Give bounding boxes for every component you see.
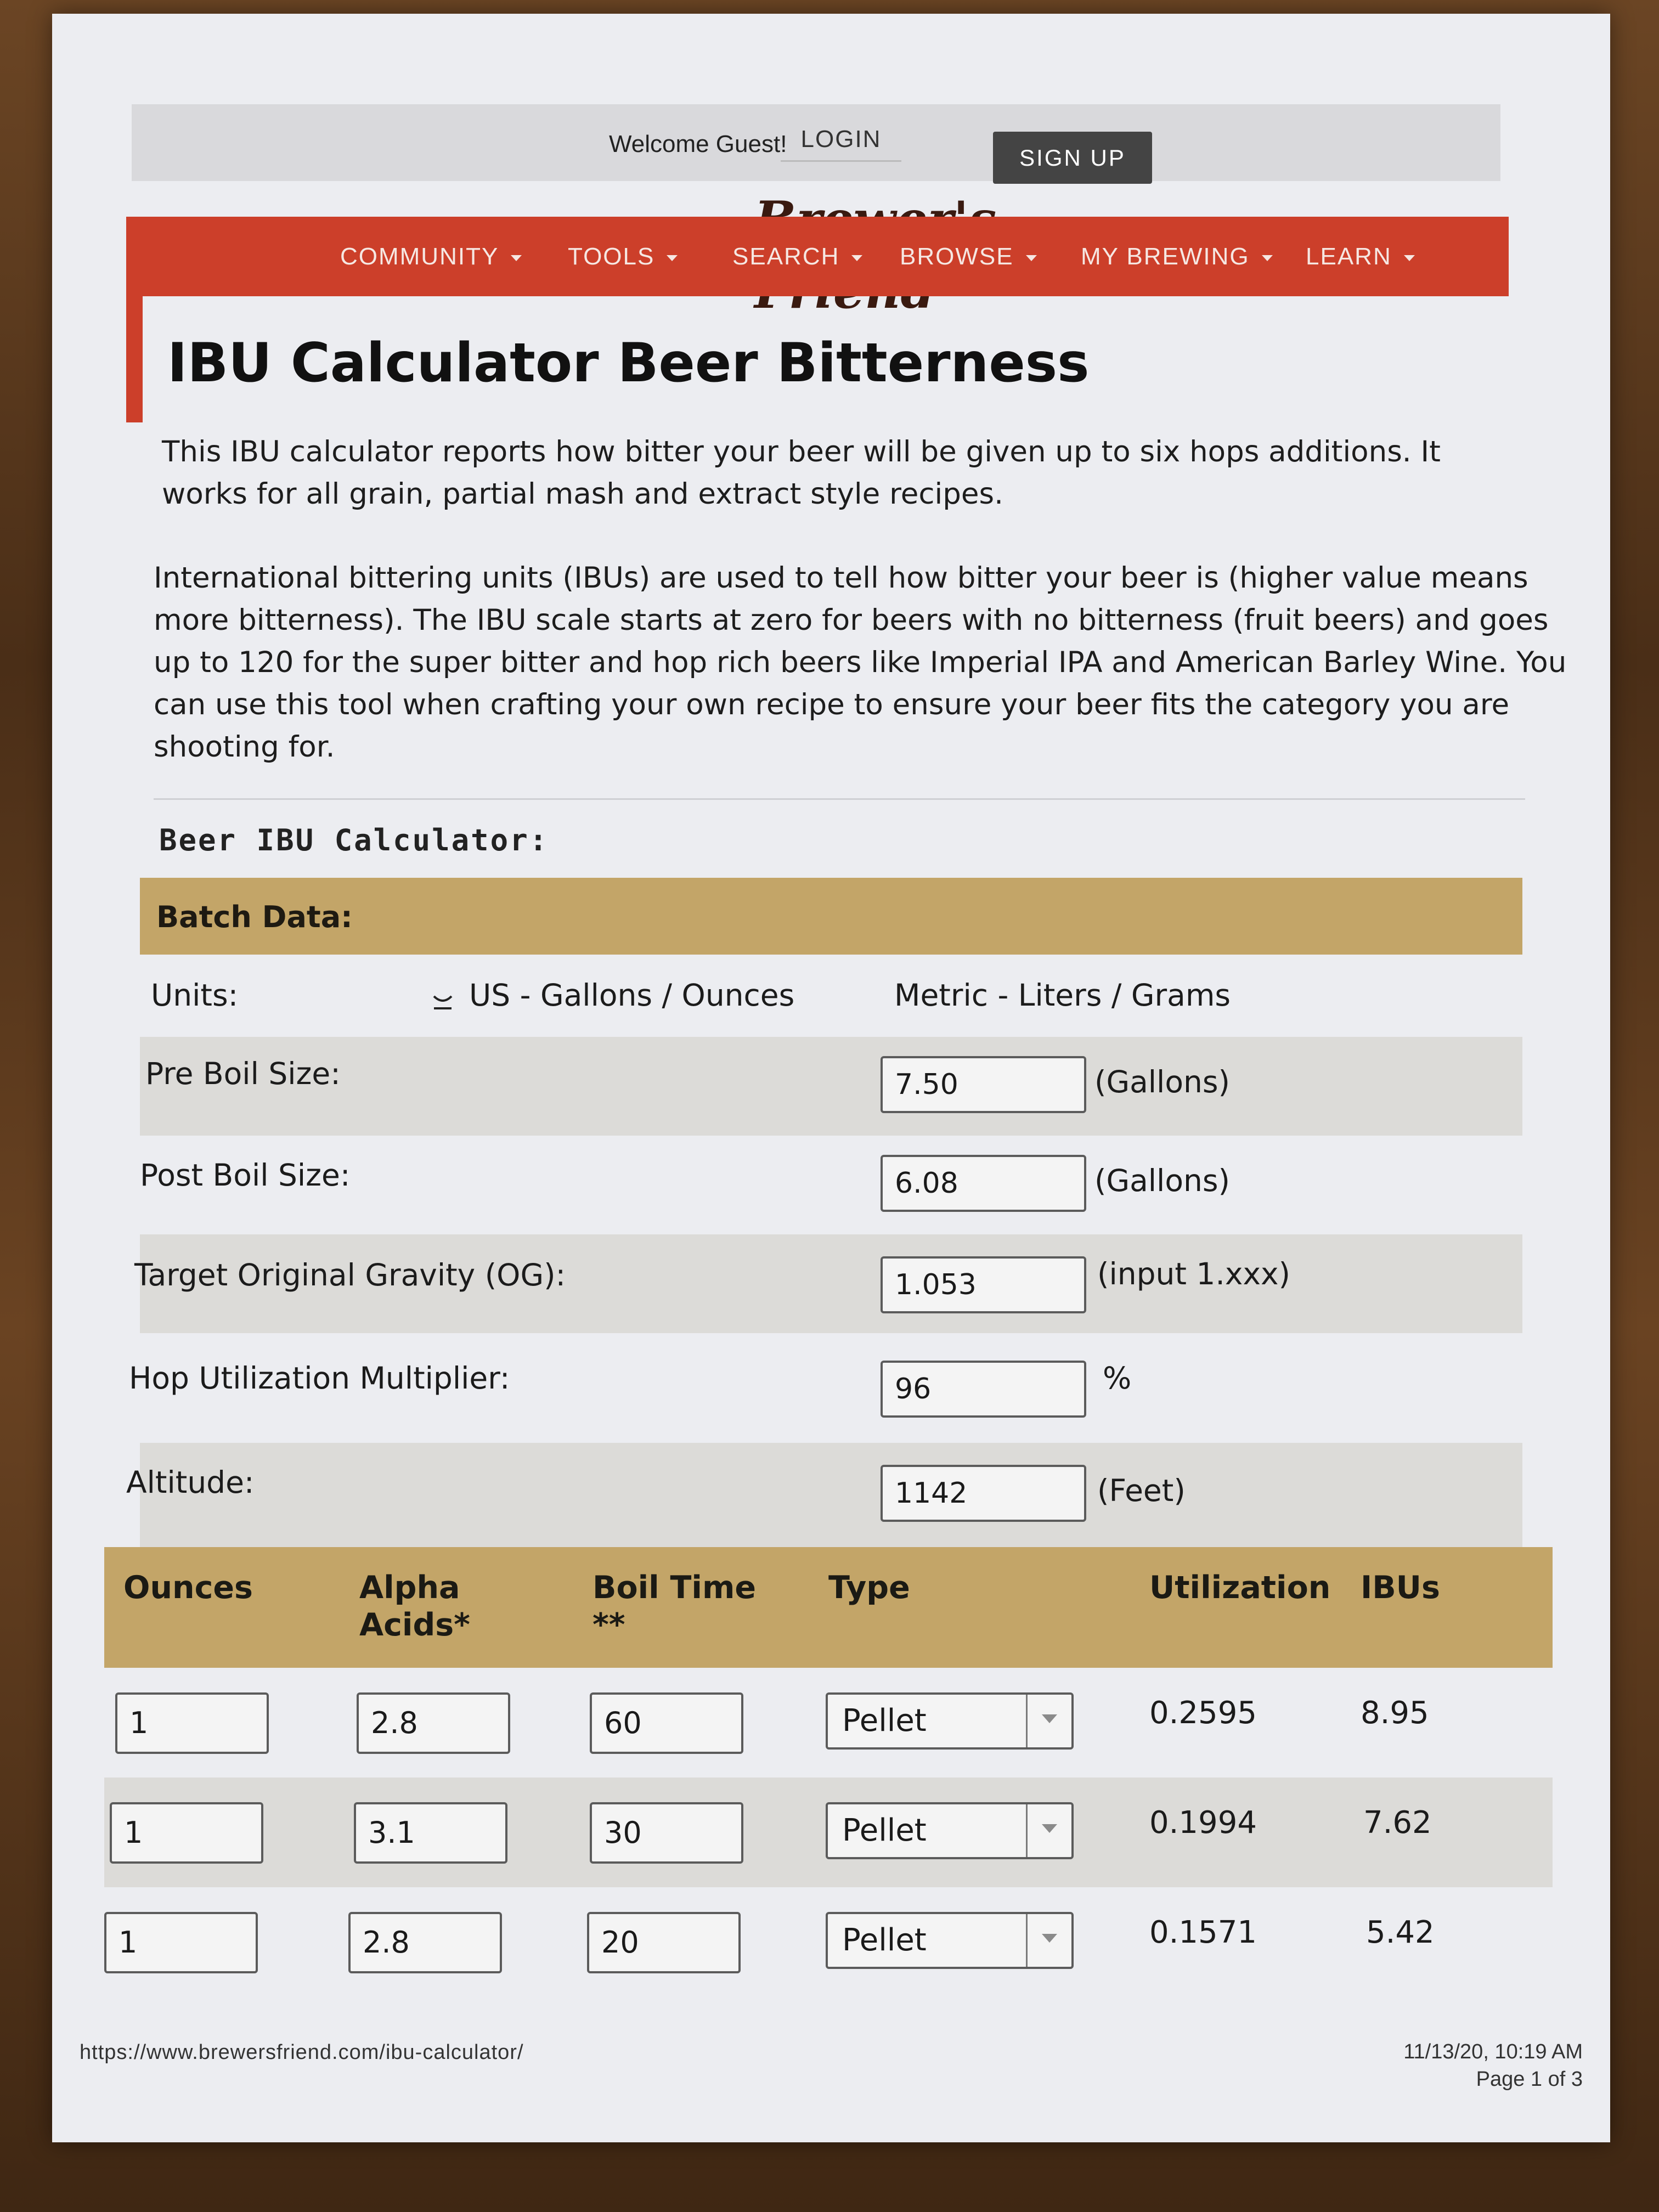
hop3-ounces-input[interactable]: 1 [104,1912,258,1973]
nav-community[interactable] [340,217,522,296]
units-option-us[interactable]: US - Gallons / Ounces [469,978,795,1013]
radio-selected-icon[interactable] [431,986,455,1011]
hop-util-unit: % [1103,1361,1132,1396]
hop3-boil-input[interactable]: 20 [587,1912,741,1973]
hop1-utilization: 0.2595 [1149,1695,1257,1731]
altitude-row [126,1443,1522,1547]
col-boil-line2: ** [592,1607,625,1643]
caret-down-icon [1262,255,1273,261]
hop1-ounces-input[interactable]: 1 [115,1692,269,1754]
col-boil-time [592,1569,756,1644]
hop-row-1 [104,1668,1553,1778]
nav-community-label: COMMUNITY [340,243,499,270]
welcome-text: Welcome Guest! [609,131,787,157]
batch-data-header [140,878,1522,955]
nav-browse[interactable] [900,217,1037,296]
batch-data-title: Batch Data: [156,900,353,934]
hop2-ibus: 7.62 [1363,1805,1432,1841]
og-row [134,1234,1522,1333]
hop2-ounces-input[interactable]: 1 [110,1802,263,1864]
hop1-ibus: 8.95 [1361,1695,1429,1731]
caret-down-icon [1404,255,1415,261]
og-unit: (input 1.xxx) [1097,1256,1290,1291]
page-title: IBU Calculator Beer Bitterness [167,332,1090,394]
hop2-utilization: 0.1994 [1149,1805,1257,1841]
hop2-type-value: Pellet [842,1813,927,1848]
signup-button[interactable]: SIGN UP [993,132,1152,184]
og-input[interactable]: 1.053 [881,1256,1086,1313]
caret-down-icon [851,255,862,261]
nav-learn-label: LEARN [1306,243,1392,270]
hop3-alpha-input[interactable]: 2.8 [348,1912,502,1973]
post-boil-row [140,1136,1522,1234]
hop-row-3 [104,1887,1553,1997]
pre-boil-input[interactable]: 7.50 [881,1056,1086,1113]
print-datetime: 11/13/20, 10:19 AM [1403,2040,1583,2063]
hop1-type-select[interactable] [826,1692,1074,1750]
hop3-type-value: Pellet [842,1922,927,1958]
units-option-metric[interactable]: Metric - Liters / Grams [894,978,1231,1013]
nav-browse-label: BROWSE [900,243,1014,270]
post-boil-unit: (Gallons) [1094,1163,1230,1198]
col-boil-line1: Boil Time [592,1570,756,1606]
hop1-boil-input[interactable]: 60 [590,1692,743,1754]
hop1-alpha-input[interactable]: 2.8 [357,1692,510,1754]
col-utilization: Utilization [1149,1570,1331,1606]
calculator-heading: Beer IBU Calculator: [159,823,549,857]
nav-my-brewing-label: MY BREWING [1081,243,1250,270]
pre-boil-unit: (Gallons) [1094,1064,1230,1099]
chevron-down-icon[interactable] [1026,1695,1071,1747]
hop-row-2 [104,1778,1553,1887]
login-button[interactable]: LOGIN [781,116,901,162]
chevron-down-icon[interactable] [1026,1804,1071,1857]
nav-my-brewing[interactable] [1081,217,1273,296]
intro-paragraph-1: This IBU calculator reports how bitter your beer will be given up to six hops additions. It works for all grain, partial mash and extract style recipes. [162,435,1441,511]
nav-search[interactable] [732,217,862,296]
caret-down-icon [1026,255,1037,261]
units-label: Units: [151,978,239,1013]
nav-tools-label: TOOLS [568,243,655,270]
nav-accent-strip [126,296,143,422]
main-nav [126,217,1509,296]
col-type: Type [828,1570,910,1606]
units-row [140,955,1522,1037]
chevron-down-icon[interactable] [1026,1914,1071,1967]
col-alpha-line1: Alpha [359,1570,460,1606]
hop-util-row [129,1333,1522,1443]
hop1-type-value: Pellet [842,1703,927,1739]
pre-boil-row [140,1037,1522,1136]
account-bar [132,104,1500,181]
nav-search-label: SEARCH [732,243,840,270]
nav-learn[interactable] [1306,217,1415,296]
divider [154,798,1525,800]
printed-page [52,14,1610,2142]
col-alpha-line2: Acids* [359,1607,470,1643]
hop-util-label: Hop Utilization Multiplier: [129,1361,510,1396]
print-footer-meta [1403,2038,1583,2093]
col-alpha-acids [359,1569,470,1644]
col-ibus: IBUs [1361,1570,1440,1606]
og-label: Target Original Gravity (OG): [134,1257,566,1293]
post-boil-input[interactable]: 6.08 [881,1155,1086,1212]
pre-boil-label: Pre Boil Size: [145,1056,341,1091]
print-footer-url: https://www.brewersfriend.com/ibu-calculator/ [80,2041,524,2064]
altitude-unit: (Feet) [1097,1473,1186,1508]
hops-table-header [104,1547,1553,1668]
print-page-number: Page 1 of 3 [1476,2068,1583,2091]
col-ounces: Ounces [123,1570,253,1606]
post-boil-label: Post Boil Size: [140,1158,351,1193]
hop2-alpha-input[interactable]: 3.1 [354,1802,507,1864]
hop3-ibus: 5.42 [1366,1915,1435,1950]
hop2-boil-input[interactable]: 30 [590,1802,743,1864]
altitude-label: Altitude: [126,1465,255,1500]
hop3-type-select[interactable] [826,1912,1074,1969]
caret-down-icon [511,255,522,261]
intro-paragraph-2: International bittering units (IBUs) are used to tell how bitter your beer is (higher value means more bitterness). The IBU scale starts at zero for beers with no bitterness (fruit beers) and goes up to 120 for the super bitter and hop rich beers like Imperial IPA and American Barley Wine. You can use this tool when crafting your own recipe to ensure your beer fits the category you are shooting for. [154,561,1567,764]
hop3-utilization: 0.1571 [1149,1915,1257,1950]
caret-down-icon [667,255,678,261]
hop-util-input[interactable]: 96 [881,1361,1086,1418]
hop2-type-select[interactable] [826,1802,1074,1859]
nav-tools[interactable] [568,217,678,296]
altitude-input[interactable]: 1142 [881,1465,1086,1522]
